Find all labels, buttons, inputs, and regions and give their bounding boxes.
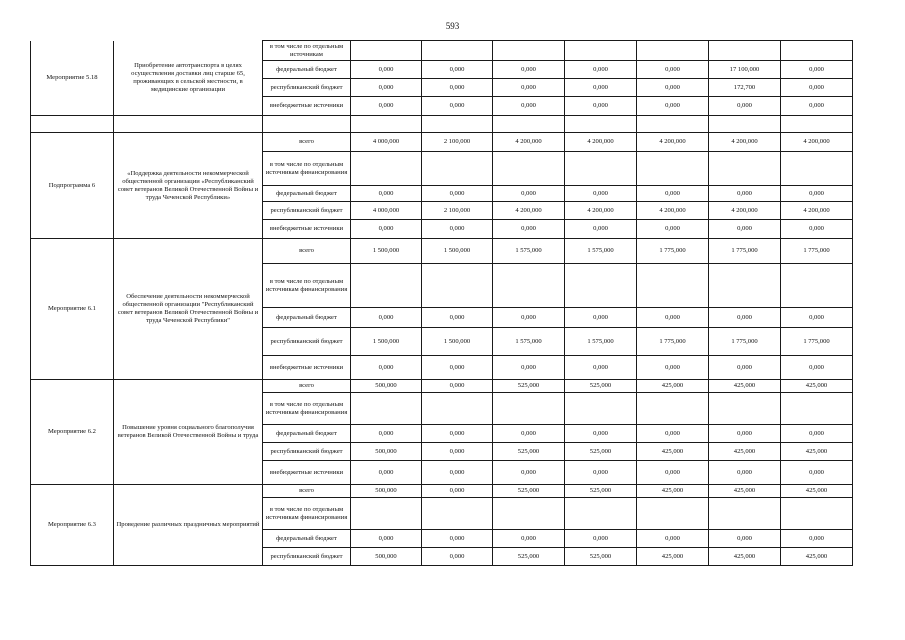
funding-source: республиканский бюджет <box>263 79 351 97</box>
amount-cell <box>493 498 565 530</box>
amount-cell <box>422 498 493 530</box>
program-description: «Поддержка деятельности некоммерческой общественной организации «Республиканский совет ветеранов Великой Отечественной Войны и труда Чеченской Республики» <box>114 133 263 239</box>
funding-source: в том числе по отдельным источникам <box>263 41 351 61</box>
amount-cell: 0,000 <box>637 220 709 239</box>
page-number: 593 <box>445 21 460 31</box>
amount-cell: 425,000 <box>781 548 853 566</box>
amount-cell <box>709 498 781 530</box>
amount-cell: 425,000 <box>781 443 853 461</box>
amount-cell: 0,000 <box>422 461 493 485</box>
amount-cell <box>565 393 637 425</box>
program-code: Мероприятие 5.18 <box>31 41 114 116</box>
amount-cell: 1 500,000 <box>351 328 422 356</box>
amount-cell <box>637 393 709 425</box>
amount-cell: 0,000 <box>637 79 709 97</box>
amount-cell: 525,000 <box>493 443 565 461</box>
amount-cell <box>709 116 781 133</box>
amount-cell: 0,000 <box>422 79 493 97</box>
amount-cell: 0,000 <box>565 61 637 79</box>
amount-cell: 0,000 <box>637 530 709 548</box>
amount-cell <box>351 152 422 186</box>
amount-cell: 525,000 <box>493 380 565 393</box>
amount-cell: 0,000 <box>422 186 493 202</box>
amount-cell: 0,000 <box>781 61 853 79</box>
funding-source: республиканский бюджет <box>263 548 351 566</box>
amount-cell: 525,000 <box>565 548 637 566</box>
amount-cell <box>709 393 781 425</box>
amount-cell: 0,000 <box>493 425 565 443</box>
amount-cell: 0,000 <box>493 461 565 485</box>
amount-cell: 0,000 <box>637 425 709 443</box>
funding-source: федеральный бюджет <box>263 61 351 79</box>
amount-cell: 1 575,000 <box>493 239 565 264</box>
amount-cell <box>351 264 422 308</box>
amount-cell: 1 775,000 <box>709 328 781 356</box>
amount-cell: 4 200,000 <box>709 133 781 152</box>
funding-source: всего <box>263 239 351 264</box>
amount-cell: 0,000 <box>422 61 493 79</box>
funding-source: внебюджетные источники <box>263 356 351 380</box>
amount-cell: 2 100,000 <box>422 202 493 220</box>
table-row <box>31 116 853 133</box>
amount-cell <box>493 393 565 425</box>
funding-source: в том числе по отдельным источникам финансирования <box>263 264 351 308</box>
amount-cell <box>637 41 709 61</box>
amount-cell: 0,000 <box>351 425 422 443</box>
amount-cell: 0,000 <box>637 97 709 116</box>
amount-cell: 0,000 <box>781 308 853 328</box>
amount-cell: 525,000 <box>565 380 637 393</box>
funding-source: республиканский бюджет <box>263 202 351 220</box>
amount-cell: 0,000 <box>709 220 781 239</box>
amount-cell: 0,000 <box>781 425 853 443</box>
amount-cell <box>637 152 709 186</box>
funding-source: всего <box>263 380 351 393</box>
amount-cell: 0,000 <box>493 186 565 202</box>
amount-cell: 0,000 <box>565 186 637 202</box>
amount-cell: 0,000 <box>565 308 637 328</box>
funding-source: республиканский бюджет <box>263 328 351 356</box>
amount-cell: 0,000 <box>565 530 637 548</box>
amount-cell: 525,000 <box>493 485 565 498</box>
amount-cell: 425,000 <box>709 548 781 566</box>
amount-cell: 525,000 <box>565 443 637 461</box>
amount-cell: 0,000 <box>351 61 422 79</box>
amount-cell <box>493 41 565 61</box>
amount-cell: 0,000 <box>781 530 853 548</box>
amount-cell <box>637 264 709 308</box>
amount-cell: 500,000 <box>351 380 422 393</box>
amount-cell: 0,000 <box>351 220 422 239</box>
amount-cell: 0,000 <box>422 443 493 461</box>
amount-cell: 0,000 <box>422 97 493 116</box>
amount-cell: 0,000 <box>637 61 709 79</box>
program-description: Приобретение автотранспорта в целях осуществления доставки лиц старше 65, проживающих в сельской местности, в медицинские организации <box>114 41 263 116</box>
table-row <box>31 485 853 498</box>
amount-cell <box>709 264 781 308</box>
amount-cell: 0,000 <box>709 461 781 485</box>
amount-cell <box>493 116 565 133</box>
amount-cell <box>351 41 422 61</box>
amount-cell <box>709 41 781 61</box>
amount-cell: 4 200,000 <box>493 133 565 152</box>
amount-cell: 0,000 <box>565 79 637 97</box>
amount-cell: 0,000 <box>709 308 781 328</box>
amount-cell: 0,000 <box>565 220 637 239</box>
amount-cell: 425,000 <box>781 485 853 498</box>
program-description: Повышение уровня социального благополучия ветеранов Великой Отечественной Войны и труда <box>114 380 263 485</box>
amount-cell: 4 200,000 <box>565 133 637 152</box>
amount-cell: 0,000 <box>422 548 493 566</box>
amount-cell: 0,000 <box>781 220 853 239</box>
amount-cell: 0,000 <box>493 308 565 328</box>
amount-cell: 1 775,000 <box>637 239 709 264</box>
funding-source: в том числе по отдельным источникам финансирования <box>263 498 351 530</box>
amount-cell: 0,000 <box>637 186 709 202</box>
funding-source: федеральный бюджет <box>263 425 351 443</box>
amount-cell: 1 575,000 <box>493 328 565 356</box>
amount-cell: 1 775,000 <box>637 328 709 356</box>
amount-cell: 0,000 <box>493 220 565 239</box>
amount-cell <box>351 116 422 133</box>
amount-cell: 0,000 <box>493 61 565 79</box>
amount-cell: 4 200,000 <box>709 202 781 220</box>
amount-cell: 0,000 <box>781 461 853 485</box>
amount-cell <box>565 498 637 530</box>
amount-cell: 0,000 <box>709 186 781 202</box>
amount-cell: 4 200,000 <box>637 133 709 152</box>
amount-cell <box>637 498 709 530</box>
amount-cell: 500,000 <box>351 443 422 461</box>
amount-cell <box>781 264 853 308</box>
amount-cell: 0,000 <box>422 425 493 443</box>
amount-cell: 0,000 <box>351 186 422 202</box>
amount-cell: 0,000 <box>422 308 493 328</box>
table-row <box>31 380 853 393</box>
amount-cell: 172,700 <box>709 79 781 97</box>
program-description: Проведение различных праздничных мероприятий <box>114 485 263 566</box>
funding-source: в том числе по отдельным источникам финансирования <box>263 152 351 186</box>
amount-cell: 1 500,000 <box>422 239 493 264</box>
amount-cell: 1 775,000 <box>781 328 853 356</box>
amount-cell <box>637 116 709 133</box>
amount-cell: 0,000 <box>351 97 422 116</box>
amount-cell: 0,000 <box>565 425 637 443</box>
amount-cell: 0,000 <box>422 356 493 380</box>
amount-cell <box>493 264 565 308</box>
amount-cell <box>565 152 637 186</box>
amount-cell: 1 775,000 <box>781 239 853 264</box>
table-row <box>31 41 853 61</box>
amount-cell: 425,000 <box>709 380 781 393</box>
amount-cell: 4 200,000 <box>781 133 853 152</box>
amount-cell: 0,000 <box>493 530 565 548</box>
funding-source: в том числе по отдельным источникам финансирования <box>263 393 351 425</box>
amount-cell <box>781 393 853 425</box>
funding-source: республиканский бюджет <box>263 443 351 461</box>
amount-cell: 0,000 <box>351 461 422 485</box>
amount-cell: 1 500,000 <box>422 328 493 356</box>
amount-cell <box>781 152 853 186</box>
amount-cell: 500,000 <box>351 548 422 566</box>
amount-cell: 4 000,000 <box>351 133 422 152</box>
amount-cell <box>781 41 853 61</box>
amount-cell <box>565 264 637 308</box>
amount-cell: 0,000 <box>781 97 853 116</box>
amount-cell <box>422 116 493 133</box>
funding-source: федеральный бюджет <box>263 186 351 202</box>
amount-cell <box>709 152 781 186</box>
amount-cell: 1 775,000 <box>709 239 781 264</box>
amount-cell <box>422 41 493 61</box>
amount-cell: 0,000 <box>351 79 422 97</box>
funding-source: всего <box>263 485 351 498</box>
funding-source: федеральный бюджет <box>263 530 351 548</box>
amount-cell: 0,000 <box>351 356 422 380</box>
amount-cell: 425,000 <box>709 443 781 461</box>
amount-cell: 0,000 <box>709 530 781 548</box>
program-code: Мероприятие 6.3 <box>31 485 114 566</box>
amount-cell: 425,000 <box>637 380 709 393</box>
amount-cell <box>493 152 565 186</box>
amount-cell <box>781 498 853 530</box>
amount-cell: 0,000 <box>637 356 709 380</box>
amount-cell: 17 100,000 <box>709 61 781 79</box>
amount-cell: 0,000 <box>637 308 709 328</box>
amount-cell: 0,000 <box>493 79 565 97</box>
program-description: Обеспечение деятельности некоммерческой общественной организации "Республиканский совет ветеранов Великой Отечественной Войны и труда Чеченской Республики" <box>114 239 263 380</box>
amount-cell: 4 200,000 <box>637 202 709 220</box>
program-code <box>31 116 114 133</box>
amount-cell: 0,000 <box>781 79 853 97</box>
funding-source: внебюджетные источники <box>263 461 351 485</box>
funding-source <box>263 116 351 133</box>
amount-cell: 0,000 <box>351 530 422 548</box>
amount-cell: 0,000 <box>781 356 853 380</box>
budget-table <box>30 40 853 566</box>
amount-cell <box>565 116 637 133</box>
amount-cell: 4 200,000 <box>565 202 637 220</box>
amount-cell: 0,000 <box>565 461 637 485</box>
funding-source: федеральный бюджет <box>263 308 351 328</box>
amount-cell <box>351 498 422 530</box>
table-row <box>31 133 853 152</box>
amount-cell: 0,000 <box>422 220 493 239</box>
amount-cell <box>422 152 493 186</box>
amount-cell: 425,000 <box>637 485 709 498</box>
amount-cell: 0,000 <box>422 485 493 498</box>
amount-cell: 0,000 <box>422 380 493 393</box>
funding-source: внебюджетные источники <box>263 97 351 116</box>
amount-cell: 0,000 <box>637 461 709 485</box>
funding-source: всего <box>263 133 351 152</box>
amount-cell: 425,000 <box>781 380 853 393</box>
program-description <box>114 116 263 133</box>
amount-cell: 525,000 <box>565 485 637 498</box>
program-code: Мероприятие 6.1 <box>31 239 114 380</box>
amount-cell <box>422 393 493 425</box>
program-code: Мероприятие 6.2 <box>31 380 114 485</box>
amount-cell: 0,000 <box>565 97 637 116</box>
amount-cell <box>351 393 422 425</box>
amount-cell: 4 000,000 <box>351 202 422 220</box>
amount-cell <box>565 41 637 61</box>
amount-cell: 0,000 <box>493 97 565 116</box>
amount-cell: 425,000 <box>709 485 781 498</box>
amount-cell: 1 500,000 <box>351 239 422 264</box>
amount-cell: 425,000 <box>637 443 709 461</box>
amount-cell: 4 200,000 <box>781 202 853 220</box>
amount-cell: 4 200,000 <box>493 202 565 220</box>
amount-cell: 0,000 <box>351 308 422 328</box>
budget-table-body <box>31 41 853 566</box>
amount-cell: 0,000 <box>709 356 781 380</box>
amount-cell <box>781 116 853 133</box>
amount-cell: 2 100,000 <box>422 133 493 152</box>
amount-cell: 425,000 <box>637 548 709 566</box>
program-code: Подпрограмма 6 <box>31 133 114 239</box>
amount-cell <box>422 264 493 308</box>
funding-source: внебюджетные источники <box>263 220 351 239</box>
amount-cell: 0,000 <box>781 186 853 202</box>
amount-cell: 500,000 <box>351 485 422 498</box>
amount-cell: 1 575,000 <box>565 239 637 264</box>
amount-cell: 525,000 <box>493 548 565 566</box>
amount-cell: 0,000 <box>493 356 565 380</box>
amount-cell: 0,000 <box>422 530 493 548</box>
table-row <box>31 239 853 264</box>
amount-cell: 0,000 <box>709 97 781 116</box>
amount-cell: 0,000 <box>565 356 637 380</box>
amount-cell: 1 575,000 <box>565 328 637 356</box>
amount-cell: 0,000 <box>709 425 781 443</box>
